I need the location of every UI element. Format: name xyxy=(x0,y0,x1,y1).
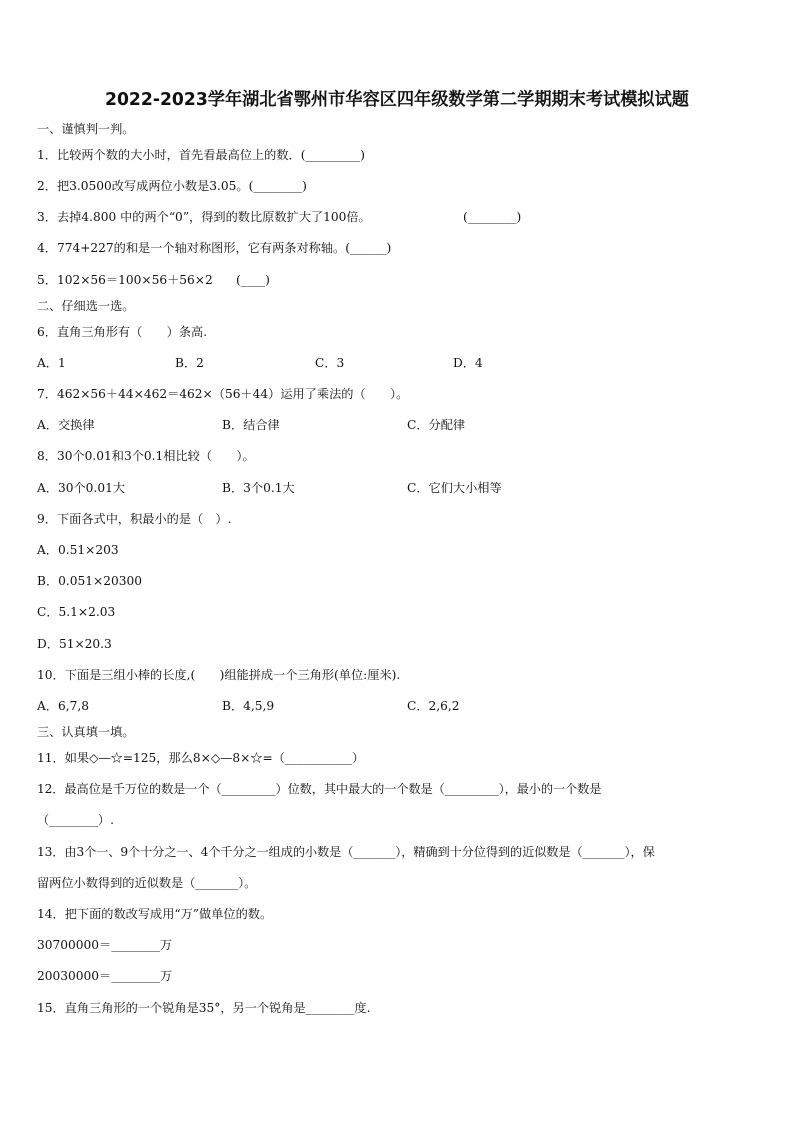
page-title: 2022-2023学年湖北省鄂州市华容区四年级数学第二学期期末考试模拟试题 xyxy=(105,90,689,110)
q9-option-d: D．51×20.3 xyxy=(37,637,112,651)
q7-option-a: A．交换律 xyxy=(37,418,95,432)
q8-option-a: A．30个0.01大 xyxy=(37,481,126,495)
question-15: 15．直角三角形的一个锐角是35°，另一个锐角是________度. xyxy=(37,1001,371,1015)
question-12-continued: （________）. xyxy=(37,813,114,827)
q6-option-c: C．3 xyxy=(315,356,345,370)
question-5-blank: (____) xyxy=(236,273,270,287)
question-14: 14．把下面的数改写成用“万”做单位的数。 xyxy=(37,907,273,921)
question-14-a: 30700000＝________万 xyxy=(37,938,173,952)
q9-option-a: A．0.51×203 xyxy=(37,543,119,557)
question-2: 2．把3.0500改写成两位小数是3.05。(________) xyxy=(37,179,307,193)
question-13: 13．由3个一、9个十分之一、4个千分之一组成的小数是（_______），精确到十分位得到的近似数是（_______），保 xyxy=(37,845,655,859)
section-heading-fill: 三、认真填一填。 xyxy=(37,725,135,739)
q7-option-c: C．分配律 xyxy=(407,418,466,432)
question-5: 5．102×56＝100×56＋56×2 xyxy=(37,273,213,287)
q6-option-d: D．4 xyxy=(453,356,483,370)
question-4: 4．774+227的和是一个轴对称图形，它有两条对称轴。(______) xyxy=(37,241,392,255)
question-14-b: 20030000＝________万 xyxy=(37,969,173,983)
question-8: 8．30个0.01和3个0.1相比较（ ）。 xyxy=(37,449,255,463)
question-6: 6．直角三角形有（ ）条高. xyxy=(37,325,208,339)
q10-option-a: A．6,7,8 xyxy=(37,699,89,713)
question-3-blank: (________) xyxy=(463,210,522,224)
question-7: 7．462×56＋44×462＝462×（56＋44）运用了乘法的（ ）。 xyxy=(37,387,409,401)
q9-option-b: B．0.051×20300 xyxy=(37,574,143,588)
q9-option-c: C．5.1×2.03 xyxy=(37,605,116,619)
question-11: 11．如果◇—☆=125，那么8×◇—8×☆=（___________） xyxy=(37,751,365,765)
q8-option-b: B．3个0.1大 xyxy=(222,481,295,495)
section-heading-judge: 一、谨慎判一判。 xyxy=(37,122,135,136)
q10-option-c: C．2,6,2 xyxy=(407,699,460,713)
question-13-continued: 留两位小数得到的近似数是（_______）。 xyxy=(37,876,257,890)
q6-option-b: B．2 xyxy=(175,356,204,370)
q6-option-a: A．1 xyxy=(37,356,66,370)
question-9: 9．下面各式中，积最小的是（ ）. xyxy=(37,512,232,526)
section-heading-choose: 二、仔细选一选。 xyxy=(37,299,135,313)
q8-option-c: C．它们大小相等 xyxy=(407,481,502,495)
question-12: 12．最高位是千万位的数是一个（_________）位数，其中最大的一个数是（_________），最小的一个数是 xyxy=(37,782,602,796)
question-1: 1．比较两个数的大小时，首先看最高位上的数．(_________) xyxy=(37,148,366,162)
question-10: 10．下面是三组小棒的长度,( )组能拼成一个三角形(单位:厘米). xyxy=(37,668,401,682)
q7-option-b: B．结合律 xyxy=(222,418,280,432)
question-3: 3．去掉4.800 中的两个“0”，得到的数比原数扩大了100倍。 xyxy=(37,210,371,224)
q10-option-b: B．4,5,9 xyxy=(222,699,275,713)
